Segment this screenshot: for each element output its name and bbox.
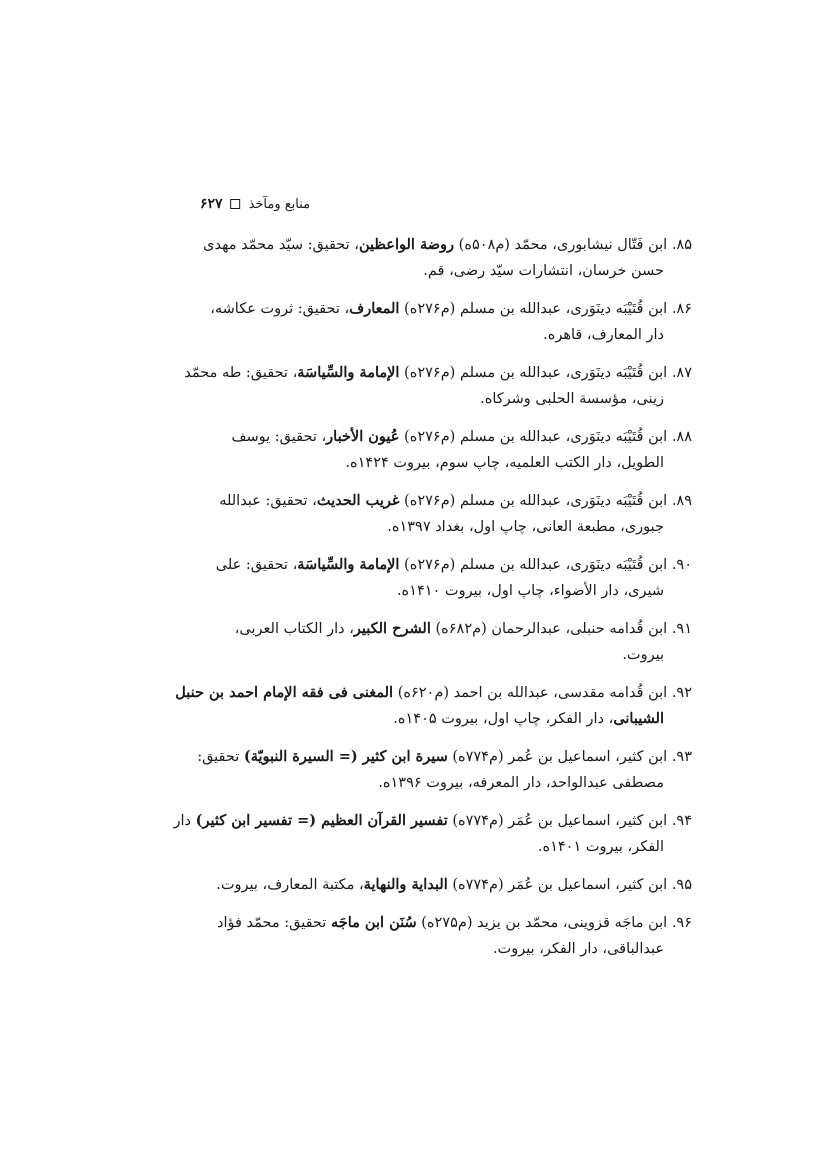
entry-author: ابن کثیر، اسماعیل بن عُمَر (م۷۷۴ه) xyxy=(447,813,668,829)
entry-continuation: بیروت. xyxy=(622,647,664,663)
reference-entry xyxy=(172,910,692,962)
entry-author: ابن قُتَیْبَه دینَوَری، عبدالله بن مسلم (م۲۷۶ه) xyxy=(399,493,668,509)
entry-details: تحقیق: محمّد فؤاد xyxy=(217,915,331,931)
entry-number: ۸۶. xyxy=(671,301,692,317)
entry-author: ابن کثیر، اسماعیل بن عُمَر (م۷۷۴ه) xyxy=(447,877,668,893)
entry-number: ۸۵. xyxy=(671,237,692,253)
entry-author: ابن قُدامه حنبلی، عبدالرحمان (م۶۸۲ه) xyxy=(430,621,668,637)
reference-entry xyxy=(172,872,692,898)
entry-continuation: حسن خرسان، انتشارات سیّد رضی، قم. xyxy=(423,263,664,279)
entry-book-title: عُیون الأخبار xyxy=(326,428,400,445)
reference-entry xyxy=(172,232,692,284)
entry-number: ۹۱. xyxy=(671,621,692,637)
entry-book-title: سُنَن ابن ماجَه xyxy=(330,914,417,931)
entry-book-title: غریب الحدیث xyxy=(316,492,400,509)
entry-details: ، تحقیق: عبدالله xyxy=(219,493,317,509)
entry-author: ابن قُتَیْبَه دینَوَری، عبدالله بن مسلم (م۲۷۶ه) xyxy=(399,429,668,445)
entry-book-title-cont: الشیبانی xyxy=(613,710,664,727)
entry-number: ۸۸. xyxy=(671,429,692,445)
reference-entry xyxy=(172,744,692,796)
entry-continuation: مصطفی عبدالواحد، دار المعرفه، بیروت ۱۳۹۶ه. xyxy=(378,775,664,791)
entry-details: ، تحقیق: طه محمّد xyxy=(184,365,298,381)
entry-book-title: المغنی فی فقه الإمام احمد بن حنبل xyxy=(175,684,394,701)
reference-entry xyxy=(172,360,692,412)
entry-details: ، دار الکتاب العربی، xyxy=(234,621,354,637)
entry-number: ۹۶. xyxy=(671,915,692,931)
entry-number: ۹۲. xyxy=(671,685,692,701)
entry-author: ابن قُتَیْبَه دینَوَری، عبدالله بن مسلم (م۲۷۶ه) xyxy=(399,557,668,573)
reference-entry xyxy=(172,680,692,732)
entry-book-title: سیرة ابن کثیر (= السیرة النبویّة) xyxy=(243,748,448,765)
entry-continuation xyxy=(172,706,692,732)
entry-book-title: البدایة والنهایة xyxy=(363,876,448,893)
entry-number: ۹۵. xyxy=(671,877,692,893)
entry-continuation: شیری، دار الأضواء، چاپ اول، بیروت ۱۴۱۰ه. xyxy=(396,583,664,599)
entry-details: ، مکتبة المعارف، بیروت. xyxy=(216,877,364,893)
reference-entry xyxy=(172,808,692,860)
entry-book-title: روضة الواعظین xyxy=(358,236,455,253)
entry-number: ۸۷. xyxy=(671,365,692,381)
entry-author: ابن قُدامه مقدسی، عبدالله بن احمد (م۶۲۰ه) xyxy=(393,685,668,701)
entry-book-title: الإمامة والسِّیاسَة xyxy=(297,556,400,573)
running-title: منابع ومآخذ xyxy=(248,196,311,212)
entry-continuation: الفکر، بیروت ۱۴۰۱ه. xyxy=(537,839,664,855)
entry-number: ۹۰. xyxy=(671,557,692,573)
entry-details: ، تحقیق: ثروت عکاشه، xyxy=(210,301,350,317)
entry-number: ۹۴. xyxy=(671,813,692,829)
entry-book-title: الشرح الکبیر xyxy=(353,620,431,637)
reference-list xyxy=(172,232,692,974)
entry-continuation: زینی، مؤسسة الحلبی وشرکاه. xyxy=(480,391,664,407)
entry-continuation: جبوری، مطبعة العانی، چاپ اول، بغداد ۱۳۹۷ه. xyxy=(387,519,664,535)
entry-book-title: تفسیر القرآن العظیم (= تفسیر ابن کثیر) xyxy=(195,812,448,829)
entry-details: ، دار الفکر، چاپ اول، بیروت ۱۴۰۵ه. xyxy=(393,711,614,727)
reference-entry xyxy=(172,296,692,348)
entry-continuation: الطویل، دار الکتب العلمیه، چاپ سوم، بیروت ۱۴۲۴ه. xyxy=(345,455,664,471)
entry-book-title: المعارف xyxy=(349,300,400,317)
entry-details: دار xyxy=(173,813,196,829)
entry-author: ابن فَتّال نیشابوری، محمّد (م۵۰۸ه) xyxy=(454,237,668,253)
entry-book-title: الإمامة والسِّیاسَة xyxy=(297,364,400,381)
entry-continuation: عبدالباقی، دار الفکر، بیروت. xyxy=(492,941,664,957)
entry-details: ، تحقیق: علی xyxy=(215,557,298,573)
entry-number: ۸۹. xyxy=(671,493,692,509)
entry-author: ابن ماجَه قزوینی، محمّد بن یزید (م۲۷۵ه) xyxy=(416,915,668,931)
entry-continuation: دار المعارف، قاهره. xyxy=(543,327,664,343)
entry-author: ابن قُتَیْبَه دینَوَری، عبدالله بن مسلم (م۲۷۶ه) xyxy=(399,365,668,381)
square-bullet-icon xyxy=(231,199,241,209)
reference-entry xyxy=(172,488,692,540)
entry-details: ، تحقیق: سیّد محمّد مهدی xyxy=(203,237,359,253)
page-number: ۶۲۷ xyxy=(200,196,223,212)
entry-details: تحقیق: xyxy=(197,749,244,765)
entry-details: ، تحقیق: یوسف xyxy=(231,429,327,445)
reference-entry xyxy=(172,424,692,476)
entry-author: ابن قُتَیْبَه دینَوَری، عبدالله بن مسلم (م۲۷۶ه) xyxy=(399,301,668,317)
running-header xyxy=(200,196,310,212)
reference-entry xyxy=(172,552,692,604)
entry-number: ۹۳. xyxy=(671,749,692,765)
entry-author: ابن کثیر، اسماعیل بن عُمر (م۷۷۴ه) xyxy=(447,749,668,765)
reference-entry xyxy=(172,616,692,668)
